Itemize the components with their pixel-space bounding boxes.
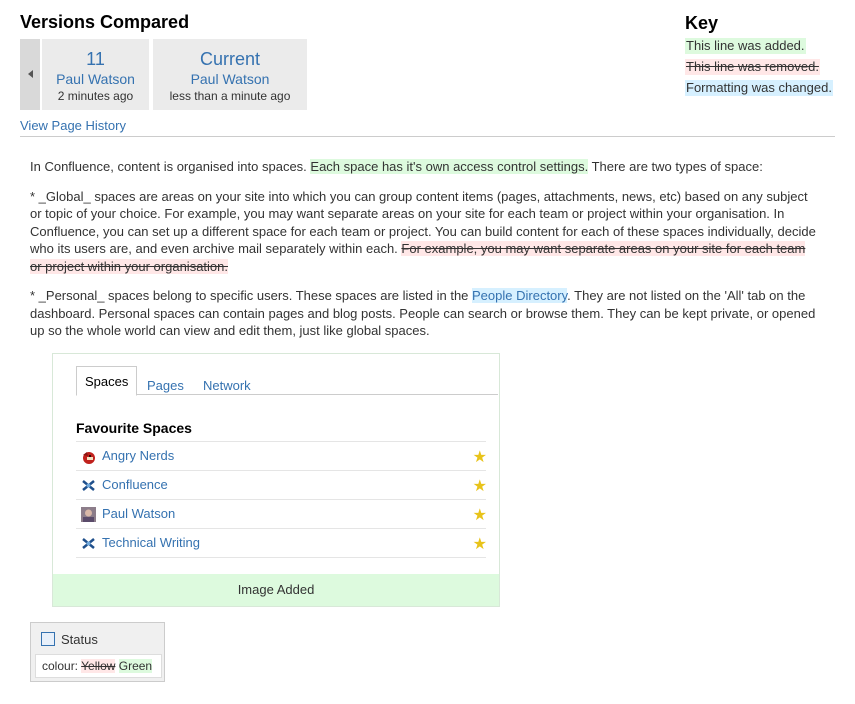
version-author[interactable]: Paul Watson xyxy=(56,71,135,87)
list-item xyxy=(76,442,486,471)
list-item xyxy=(76,500,486,529)
chevron-left-icon xyxy=(28,70,33,78)
favourite-spaces-list xyxy=(76,441,486,558)
divider xyxy=(20,136,835,137)
status-macro xyxy=(30,622,165,682)
star-icon[interactable]: ★ xyxy=(472,536,487,553)
diff-key xyxy=(685,12,833,97)
version-box-current[interactable] xyxy=(153,39,307,110)
star-icon[interactable]: ★ xyxy=(472,449,487,466)
confluence-icon xyxy=(81,536,96,551)
page-title: Versions Compared xyxy=(20,12,190,32)
key-title: Key xyxy=(685,13,719,33)
version-time: less than a minute ago xyxy=(169,89,291,103)
space-link[interactable]: Paul Watson xyxy=(102,506,176,521)
added-value: Green xyxy=(118,659,153,673)
key-added: This line was added. xyxy=(686,38,805,53)
avatar-icon xyxy=(81,507,96,522)
confluence-icon xyxy=(81,478,96,493)
added-text: Each space has it's own access control settings. xyxy=(310,159,589,174)
favourite-spaces-heading: Favourite Spaces xyxy=(76,420,192,436)
star-icon[interactable]: ★ xyxy=(472,507,487,524)
page-content xyxy=(30,158,820,352)
version-box-old[interactable] xyxy=(42,39,149,110)
image-added-banner: Image Added xyxy=(53,574,499,606)
paragraph: In Confluence, content is organised into spaces. Each space has it's own access control settings. There are two types of space: xyxy=(30,159,763,174)
space-link[interactable]: Confluence xyxy=(102,477,168,492)
key-changed: Formatting was changed. xyxy=(686,80,832,95)
status-label: colour: xyxy=(42,659,79,673)
key-removed: This line was removed. xyxy=(686,59,819,74)
version-author[interactable]: Paul Watson xyxy=(190,71,270,87)
paragraph: * _Global_ spaces are areas on your site into which you can group content items (pages, attachments, news, etc) based on any subject or topic of your choice. For example, you may want separate areas on your site for each team or project within your organisation. In Confluence, you can set up a different space for each team or project. You can build content for each of these spaces individually, decide who its users are, and even archive mail separately within each. For example, you may want separate areas on your site for each team or project within your organisation. xyxy=(30,188,816,274)
list-item xyxy=(76,529,486,558)
version-number[interactable]: 11 xyxy=(86,49,105,69)
version-number[interactable]: Current xyxy=(199,49,261,69)
angry-bird-icon xyxy=(81,449,96,464)
list-item xyxy=(76,471,486,500)
removed-text: For example, you may want separate areas on your site for each team or project within your organisation. xyxy=(30,241,806,274)
status-body xyxy=(35,654,162,678)
versions-compared xyxy=(20,39,307,110)
spaces-macro xyxy=(52,353,500,607)
people-directory-link[interactable]: People Directory xyxy=(472,288,568,303)
tab-network[interactable]: Network xyxy=(203,378,251,393)
status-header: Status xyxy=(41,632,98,647)
space-link[interactable]: Technical Writing xyxy=(102,535,201,550)
version-time: 2 minutes ago xyxy=(57,89,134,103)
view-page-history-link[interactable]: View Page History xyxy=(20,118,126,133)
tab-spaces[interactable]: Spaces xyxy=(76,366,137,396)
removed-value: Yellow xyxy=(81,659,116,673)
space-link[interactable]: Angry Nerds xyxy=(102,448,175,463)
star-icon[interactable]: ★ xyxy=(472,478,487,495)
spaces-tabs xyxy=(76,366,498,395)
paragraph: * _Personal_ spaces belong to specific users. These spaces are listed in the People Directory. They are not listed on the 'All' tab on the dashboard. Personal spaces can contain pages and blog posts. People can search or browse them. They can be kept private, or opened up so the whole world can view and edit them, just like global spaces. xyxy=(30,288,816,338)
previous-version-button[interactable] xyxy=(20,39,40,110)
tab-pages[interactable]: Pages xyxy=(147,378,184,393)
document-icon xyxy=(41,632,55,646)
